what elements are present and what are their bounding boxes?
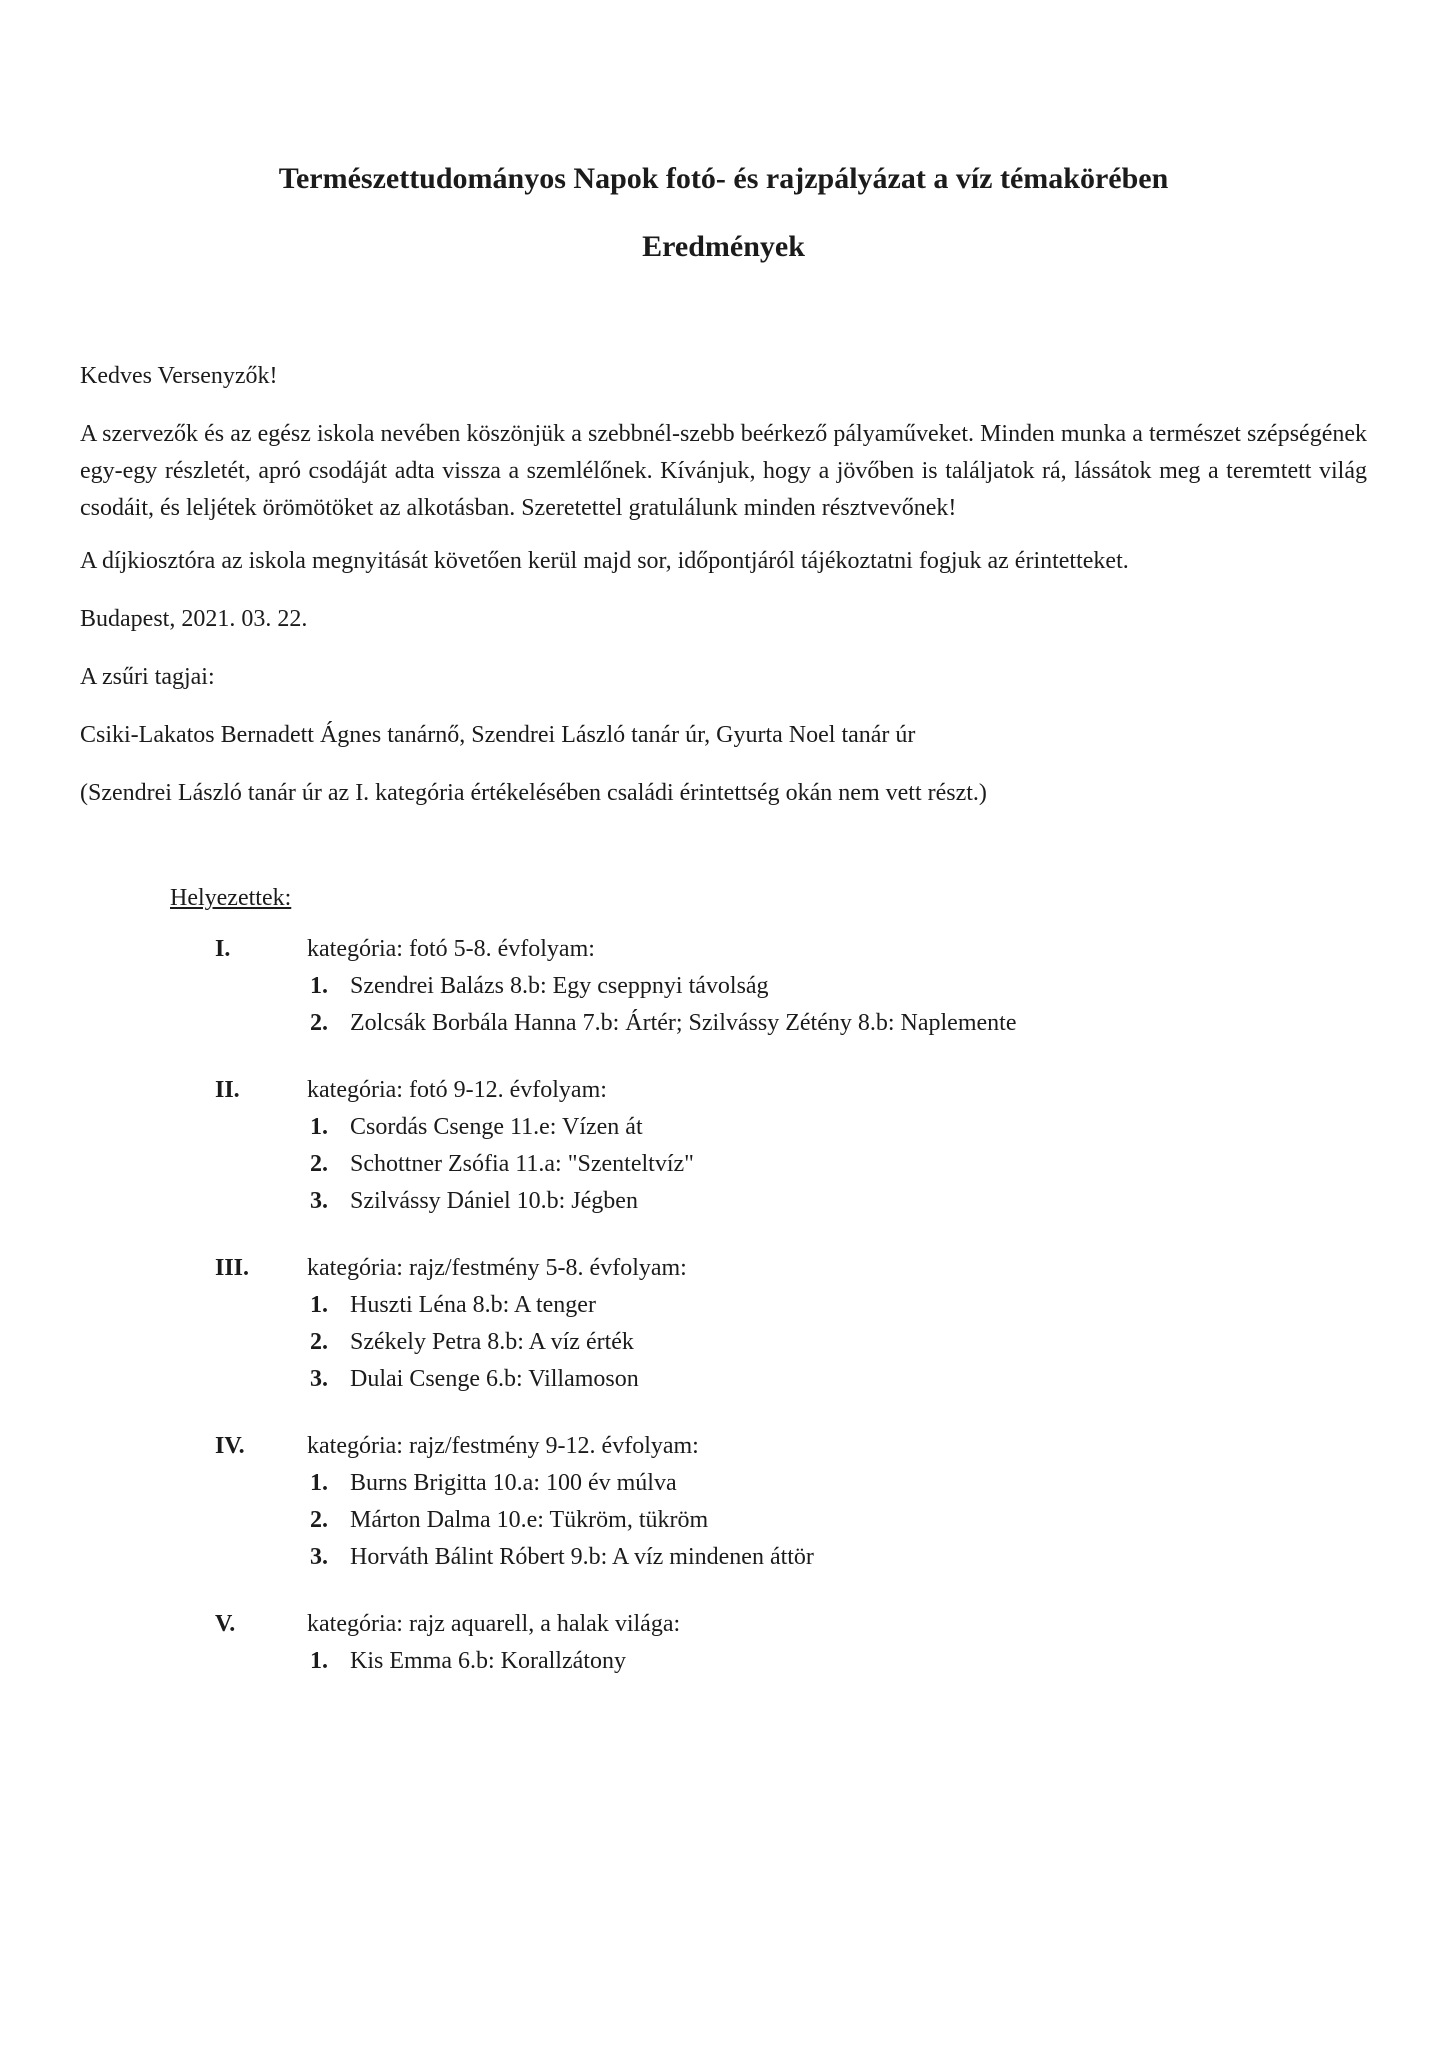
category-numeral: III.	[215, 1255, 250, 1281]
entry-rank: 3.	[310, 1188, 328, 1214]
result-entry	[215, 968, 1367, 1005]
entry-rank: 2.	[310, 1329, 328, 1355]
jury-heading: A zsűri tagjai:	[80, 664, 215, 690]
entry-rank: 1.	[310, 1648, 328, 1674]
category-numeral: V.	[215, 1611, 236, 1637]
category-1-foto-5-8	[215, 931, 1367, 1042]
category-2-foto-9-12	[215, 1072, 1367, 1220]
entry-rank: 1.	[310, 1470, 328, 1496]
entry-text: Horváth Bálint Róbert 9.b: A víz mindenen áttör	[350, 1544, 814, 1570]
entry-rank: 3.	[310, 1544, 328, 1570]
category-header	[215, 931, 1367, 968]
result-entry	[215, 1324, 1367, 1361]
entry-rank: 2.	[310, 1151, 328, 1177]
category-label: kategória: rajz/festmény 9-12. évfolyam:	[307, 1433, 699, 1459]
greeting-line: Kedves Versenyzők!	[80, 363, 278, 389]
date-line: Budapest, 2021. 03. 22.	[80, 606, 308, 632]
category-header	[215, 1606, 1367, 1643]
category-numeral: I.	[215, 936, 231, 962]
result-entry	[215, 1287, 1367, 1324]
result-entry	[215, 1109, 1367, 1146]
entry-rank: 2.	[310, 1010, 328, 1036]
category-4-rajz-9-12	[215, 1428, 1367, 1576]
entry-text: Szilvássy Dániel 10.b: Jégben	[350, 1188, 638, 1214]
category-3-rajz-5-8	[215, 1250, 1367, 1398]
entry-text: Dulai Csenge 6.b: Villamoson	[350, 1366, 639, 1392]
category-label: kategória: fotó 9-12. évfolyam:	[307, 1077, 607, 1103]
category-label: kategória: rajz aquarell, a halak világa:	[307, 1611, 681, 1637]
entry-text: Kis Emma 6.b: Korallzátony	[350, 1648, 626, 1674]
results-heading-text: Helyezettek:	[170, 885, 292, 911]
result-entry	[215, 1183, 1367, 1220]
entry-rank: 2.	[310, 1507, 328, 1533]
category-label: kategória: rajz/festmény 5-8. évfolyam:	[307, 1255, 687, 1281]
result-entry	[215, 1643, 1367, 1680]
paragraph-award-ceremony: A díjkiosztóra az iskola megnyitását követően kerül majd sor, időpontjáról tájékoztatni fogjuk az érintetteket.	[80, 548, 1129, 574]
result-entry	[215, 1539, 1367, 1576]
category-5-aquarell	[215, 1606, 1367, 1680]
result-entry	[215, 1005, 1367, 1042]
category-header	[215, 1428, 1367, 1465]
entry-text: Márton Dalma 10.e: Tükröm, tükröm	[350, 1507, 709, 1533]
entry-rank: 3.	[310, 1366, 328, 1392]
category-numeral: IV.	[215, 1433, 245, 1459]
document-title: Természettudományos Napok fotó- és rajzpályázat a víz témakörében	[278, 162, 1169, 195]
paragraph-thanks: A szervezők és az egész iskola nevében köszönjük a szebbnél-szebb beérkező pályaműveket. Minden munka a természet szépségének egy-egy részletét, apró csodáját adta vissza a szemlélőnek. Kívánjuk, hogy a jövőben is találjatok rá, lássátok meg a teremtett világ csodáit, és leljétek örömötöket az alkotásban. Szeretettel gratulálunk minden résztvevőnek!	[80, 421, 1367, 521]
entry-text: Szendrei Balázs 8.b: Egy cseppnyi távolság	[350, 973, 769, 999]
entry-text: Székely Petra 8.b: A víz érték	[350, 1329, 634, 1355]
entry-rank: 1.	[310, 1114, 328, 1140]
entry-text: Csordás Csenge 11.e: Vízen át	[350, 1114, 643, 1140]
category-header	[215, 1250, 1367, 1287]
results-heading	[170, 880, 1367, 917]
entry-text: Zolcsák Borbála Hanna 7.b: Ártér; Szilvássy Zétény 8.b: Naplemente	[350, 1010, 1017, 1036]
entry-rank: 1.	[310, 1292, 328, 1318]
jury-note: (Szendrei László tanár úr az I. kategória értékelésében családi érintettség okán nem vett részt.)	[80, 780, 987, 806]
entry-rank: 1.	[310, 973, 328, 999]
document-subtitle: Eredmények	[642, 230, 805, 263]
category-header	[215, 1072, 1367, 1109]
result-entry	[215, 1146, 1367, 1183]
result-entry	[215, 1502, 1367, 1539]
entry-text: Schottner Zsófia 11.a: "Szenteltvíz"	[350, 1151, 694, 1177]
result-entry	[215, 1361, 1367, 1398]
entry-text: Burns Brigitta 10.a: 100 év múlva	[350, 1470, 677, 1496]
category-numeral: II.	[215, 1077, 240, 1103]
result-entry	[215, 1465, 1367, 1502]
category-label: kategória: fotó 5-8. évfolyam:	[307, 936, 595, 962]
entry-text: Huszti Léna 8.b: A tenger	[350, 1292, 596, 1318]
jury-members: Csiki-Lakatos Bernadett Ágnes tanárnő, Szendrei László tanár úr, Gyurta Noel tanár úr	[80, 722, 916, 748]
